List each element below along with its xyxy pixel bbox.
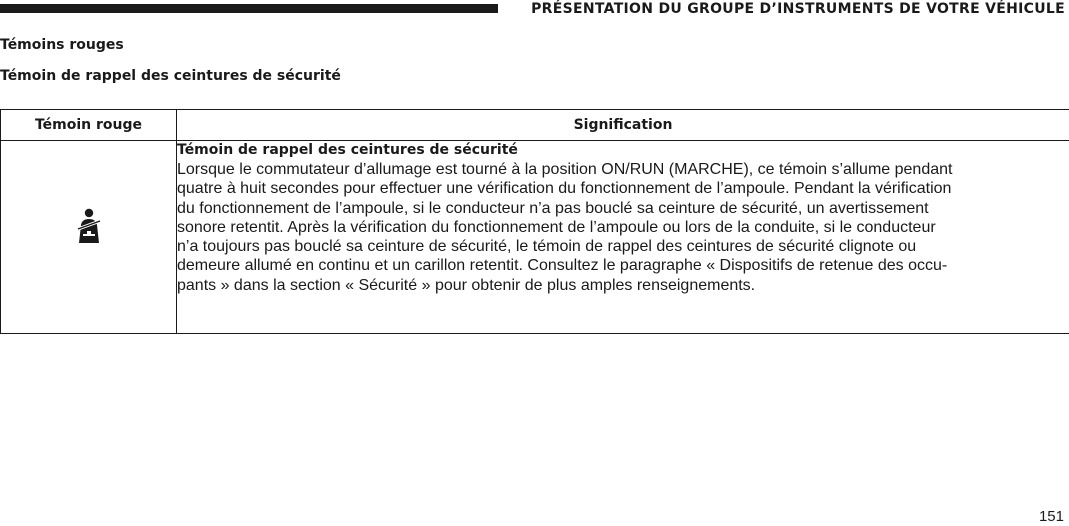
- body-line: du fonctionnement de l’ampoule, si le conducteur n’a pas bouclé sa ceinture de sécurité, un avertissement: [177, 199, 929, 217]
- body-line: Lorsque le commutateur d’allumage est tourné à la position ON/RUN (MARCHE), ce témoin s’allume pendant: [177, 161, 953, 178]
- body-line: demeure allumé en continu et un carillon retentit. Consultez le paragraphe « Dispositifs de retenue des occu-: [177, 257, 948, 275]
- column-header-meaning: Signification: [177, 110, 1069, 141]
- running-header: PRÉSENTATION DU GROUPE D’INSTRUMENTS DE VOTRE VÉHICULE: [531, 1, 1065, 17]
- entry-body: [177, 160, 1069, 295]
- seatbelt-reminder-icon: [71, 205, 107, 245]
- header-rule: [0, 4, 498, 13]
- body-line: quatre à huit secondes pour effectuer une vérification du fonctionnement de l’ampoule. Pendant la vérification: [177, 180, 952, 198]
- table-row: [1, 141, 1069, 334]
- subsection-title: Témoin de rappel des ceintures de sécurité: [0, 68, 341, 84]
- body-line: n’a toujours pas bouclé sa ceinture de sécurité, le témoin de rappel des ceintures de sécurité clignote ou: [177, 238, 917, 256]
- warning-lights-table: [0, 109, 1069, 334]
- entry-title: Témoin de rappel des ceintures de sécurité: [177, 142, 518, 158]
- body-line: sonore retentit. Après la vérification du fonctionnement de l’ampoule ou lors de la conduite, si le conducteur: [177, 218, 936, 236]
- section-title: Témoins rouges: [0, 37, 124, 53]
- description-cell: [177, 141, 1069, 334]
- table-header-row: [1, 110, 1069, 141]
- page-number: 151: [1038, 508, 1064, 525]
- icon-cell: [1, 141, 177, 334]
- body-line: pants » dans la section « Sécurité » pour obtenir de plus amples renseignements.: [177, 276, 756, 294]
- column-header-light: Témoin rouge: [1, 110, 177, 141]
